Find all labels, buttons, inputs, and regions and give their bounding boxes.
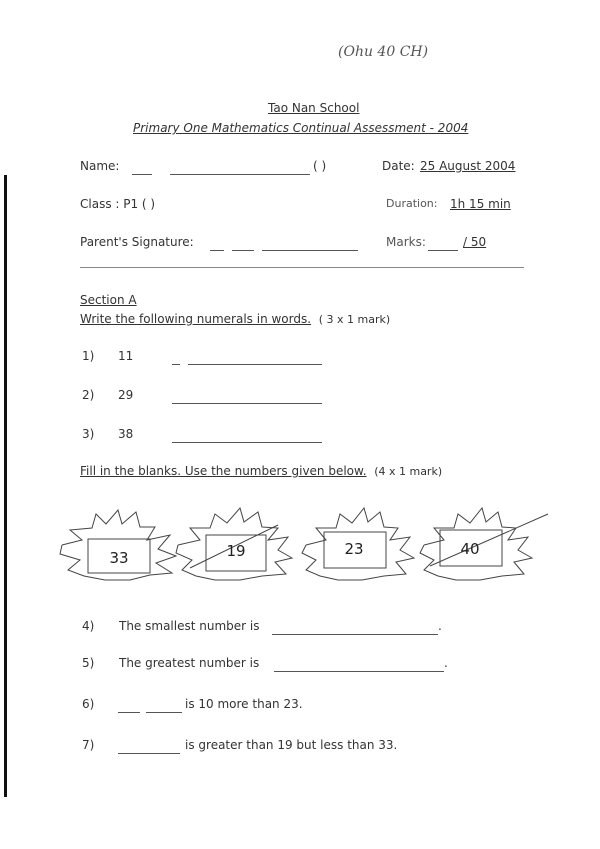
handwritten-note: (Ohu 40 CH) [338, 44, 429, 60]
marks-value: / 50 [463, 235, 487, 249]
marks-label: Marks: [386, 235, 426, 249]
item-number: 2) [82, 388, 95, 402]
class-label: Class : P1 ( ) [80, 197, 156, 211]
date-label: Date: [382, 159, 415, 173]
question-number: 7) [82, 738, 95, 752]
question-blank [274, 671, 444, 672]
star-number-33: 33 [109, 549, 129, 567]
item-numeral: 38 [118, 427, 134, 441]
instruction-1-marks: ( 3 x 1 mark) [318, 313, 391, 326]
question-number: 4) [82, 619, 95, 633]
name-label: Name: [80, 159, 120, 173]
star-number-23: 23 [344, 540, 364, 558]
instruction-2-marks: (4 x 1 mark) [374, 465, 443, 478]
assessment-title: Primary One Mathematics Continual Assessment - 2004 [133, 121, 469, 135]
instruction-1: Write the following numerals in words. [80, 312, 312, 326]
item-numeral: 29 [118, 388, 134, 402]
duration-label: Duration: [386, 197, 438, 210]
section-a-heading: Section A [80, 293, 137, 307]
question-text: The smallest number is [119, 619, 260, 633]
date-value: 25 August 2004 [420, 159, 516, 173]
parent-signature-label: Parent's Signature: [80, 235, 194, 249]
star-number-19: 19 [226, 542, 246, 560]
duration-value: 1h 15 min [450, 197, 511, 211]
star-burst-33 [60, 510, 176, 580]
question-text: The greatest number is [119, 656, 260, 670]
question-number: 6) [82, 697, 95, 711]
star-number-40: 40 [460, 540, 480, 558]
item-number: 1) [82, 349, 95, 363]
question-number: 5) [82, 656, 95, 670]
question-blank [272, 634, 438, 635]
question-end: . [438, 619, 442, 633]
question-text: is 10 more than 23. [185, 697, 303, 711]
item-numeral: 11 [118, 349, 134, 363]
question-blank [146, 712, 182, 713]
question-blank [118, 753, 180, 754]
item-number: 3) [82, 427, 95, 441]
name-index-paren: ( ) [313, 159, 327, 173]
question-end: . [444, 656, 448, 670]
instruction-2: Fill in the blanks. Use the numbers given below. [80, 464, 367, 478]
question-text: is greater than 19 but less than 33. [185, 738, 398, 752]
school-name: Tao Nan School [268, 101, 360, 115]
question-blank [118, 712, 140, 713]
